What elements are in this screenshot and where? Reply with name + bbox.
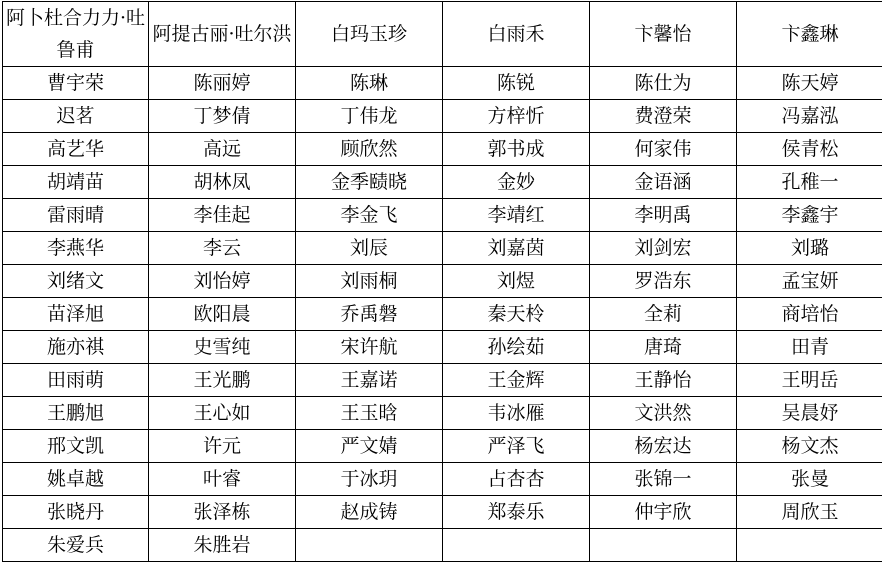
name-cell: 陈锐: [443, 67, 590, 100]
name-cell: [443, 529, 590, 562]
header-cell: 阿卜杜合力力·吐鲁甫: [3, 2, 149, 67]
name-cell: 金季赜晓: [296, 166, 443, 199]
table-row: [3, 100, 882, 133]
name-cell: 史雪纯: [149, 331, 296, 364]
name-cell: 刘雨桐: [296, 265, 443, 298]
name-cell: 孟宝妍: [737, 265, 882, 298]
name-cell: 方梓忻: [443, 100, 590, 133]
name-cell: 朱爱兵: [3, 529, 149, 562]
name-cell: 陈仕为: [590, 67, 737, 100]
name-cell: [296, 529, 443, 562]
name-cell: 占杏杏: [443, 463, 590, 496]
name-cell: 王光鹏: [149, 364, 296, 397]
name-cell: 于冰玥: [296, 463, 443, 496]
name-cell: 张曼: [737, 463, 882, 496]
header-cell: 白雨禾: [443, 2, 590, 67]
name-cell: 文洪然: [590, 397, 737, 430]
name-cell: 金语涵: [590, 166, 737, 199]
name-cell: 雷雨晴: [3, 199, 149, 232]
name-cell: 胡靖苗: [3, 166, 149, 199]
name-cell: 张晓丹: [3, 496, 149, 529]
name-list-body: [3, 2, 882, 562]
name-cell: 李燕华: [3, 232, 149, 265]
name-cell: [737, 529, 882, 562]
table-row: [3, 529, 882, 562]
name-cell: 迟茗: [3, 100, 149, 133]
name-cell: 朱胜岩: [149, 529, 296, 562]
name-cell: 李明禹: [590, 199, 737, 232]
name-cell: 姚卓越: [3, 463, 149, 496]
name-cell: 刘辰: [296, 232, 443, 265]
name-cell: 郑泰乐: [443, 496, 590, 529]
name-cell: 刘怡婷: [149, 265, 296, 298]
name-cell: 施亦祺: [3, 331, 149, 364]
name-cell: 宋许航: [296, 331, 443, 364]
name-cell: 周欣玉: [737, 496, 882, 529]
name-cell: 陈天婷: [737, 67, 882, 100]
name-cell: 许元: [149, 430, 296, 463]
name-cell: 胡林凤: [149, 166, 296, 199]
name-cell: 孙绘茹: [443, 331, 590, 364]
name-cell: 刘璐: [737, 232, 882, 265]
table-row: [3, 232, 882, 265]
table-row: [3, 67, 882, 100]
name-list-table: [2, 1, 882, 562]
name-cell: 赵成铸: [296, 496, 443, 529]
name-cell: 孔稚一: [737, 166, 882, 199]
name-cell: 吴晨妤: [737, 397, 882, 430]
name-cell: 苗泽旭: [3, 298, 149, 331]
name-cell: 严文婧: [296, 430, 443, 463]
name-cell: 金妙: [443, 166, 590, 199]
name-cell: 曹宇荣: [3, 67, 149, 100]
name-cell: 严泽飞: [443, 430, 590, 463]
name-cell: 何家伟: [590, 133, 737, 166]
header-cell: 白玛玉珍: [296, 2, 443, 67]
name-cell: 李鑫宇: [737, 199, 882, 232]
name-cell: 丁伟龙: [296, 100, 443, 133]
name-cell: 全莉: [590, 298, 737, 331]
table-row: [3, 199, 882, 232]
header-row: [3, 2, 882, 67]
name-cell: 刘嘉茵: [443, 232, 590, 265]
name-cell: 罗浩东: [590, 265, 737, 298]
name-cell: 刘煜: [443, 265, 590, 298]
name-cell: 李佳起: [149, 199, 296, 232]
name-cell: 田青: [737, 331, 882, 364]
name-cell: 陈琳: [296, 67, 443, 100]
name-cell: [590, 529, 737, 562]
name-cell: 邢文凯: [3, 430, 149, 463]
name-cell: 费澄荣: [590, 100, 737, 133]
table-row: [3, 397, 882, 430]
header-cell: 卞馨怡: [590, 2, 737, 67]
name-cell: 张锦一: [590, 463, 737, 496]
name-cell: 仲宇欣: [590, 496, 737, 529]
name-cell: 郭书成: [443, 133, 590, 166]
name-cell: 高远: [149, 133, 296, 166]
name-cell: 欧阳晨: [149, 298, 296, 331]
table-row: [3, 364, 882, 397]
name-cell: 刘剑宏: [590, 232, 737, 265]
name-cell: 韦冰雁: [443, 397, 590, 430]
name-cell: 王静怡: [590, 364, 737, 397]
header-cell: 阿提古丽·吐尔洪: [149, 2, 296, 67]
name-cell: 商培怡: [737, 298, 882, 331]
name-cell: 唐琦: [590, 331, 737, 364]
name-cell: 张泽栋: [149, 496, 296, 529]
name-cell: 李金飞: [296, 199, 443, 232]
name-cell: 杨宏达: [590, 430, 737, 463]
table-row: [3, 298, 882, 331]
header-cell: 卞鑫琳: [737, 2, 882, 67]
name-cell: 王玉晗: [296, 397, 443, 430]
name-cell: 刘绪文: [3, 265, 149, 298]
name-cell: 叶睿: [149, 463, 296, 496]
name-cell: 冯嘉泓: [737, 100, 882, 133]
table-row: [3, 133, 882, 166]
name-cell: 李云: [149, 232, 296, 265]
name-cell: 田雨萌: [3, 364, 149, 397]
name-cell: 秦天柃: [443, 298, 590, 331]
name-cell: 高艺华: [3, 133, 149, 166]
name-cell: 侯青松: [737, 133, 882, 166]
name-cell: 王金辉: [443, 364, 590, 397]
table-row: [3, 430, 882, 463]
name-cell: 王心如: [149, 397, 296, 430]
name-cell: 王鹏旭: [3, 397, 149, 430]
name-cell: 乔禹磐: [296, 298, 443, 331]
name-cell: 王嘉诺: [296, 364, 443, 397]
name-cell: 丁梦倩: [149, 100, 296, 133]
name-cell: 王明岳: [737, 364, 882, 397]
name-cell: 杨文杰: [737, 430, 882, 463]
table-row: [3, 496, 882, 529]
table-row: [3, 166, 882, 199]
name-cell: 李靖红: [443, 199, 590, 232]
table-row: [3, 331, 882, 364]
name-cell: 顾欣然: [296, 133, 443, 166]
table-row: [3, 463, 882, 496]
table-row: [3, 265, 882, 298]
name-cell: 陈丽婷: [149, 67, 296, 100]
